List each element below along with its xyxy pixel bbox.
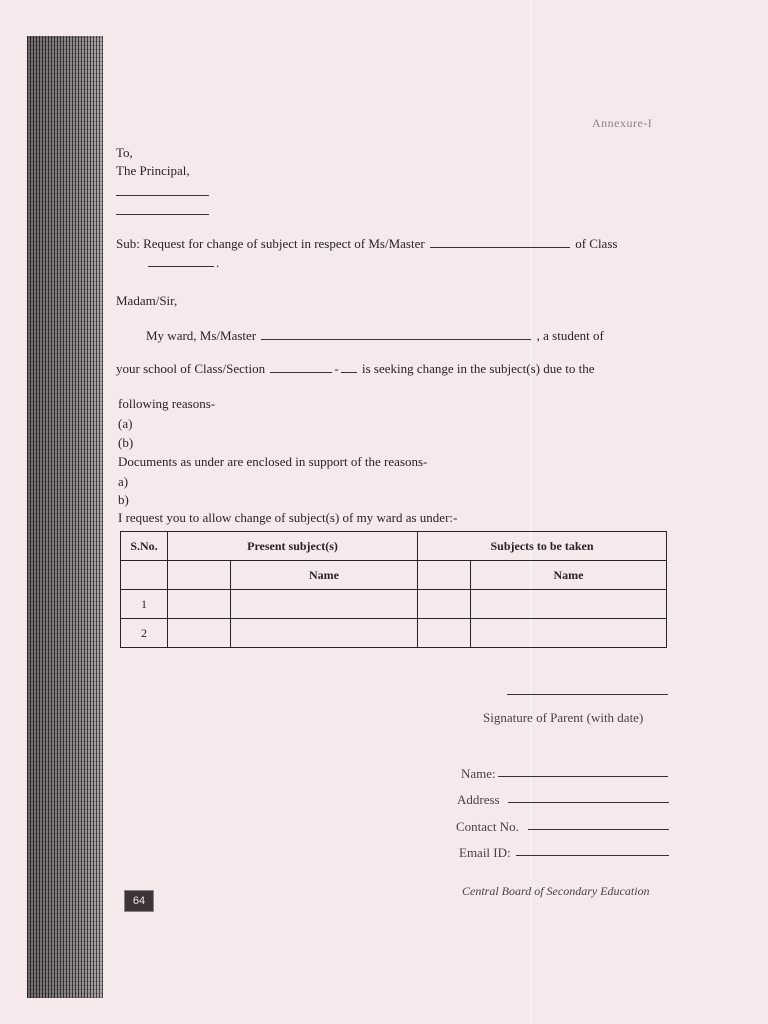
- subheader-present-code: [168, 561, 231, 590]
- body-line1-suffix: , a student of: [536, 328, 604, 343]
- student-name-blank[interactable]: [430, 246, 570, 248]
- table-row: [121, 619, 667, 648]
- address-line-2[interactable]: [116, 214, 209, 215]
- subject-suffix: of Class: [575, 236, 618, 251]
- subject-change-table: [120, 531, 667, 648]
- address-field[interactable]: [508, 802, 669, 803]
- dash: -: [334, 361, 339, 376]
- page-number-badge: 64: [124, 890, 154, 912]
- row-number: 1: [121, 590, 168, 619]
- address-line-1[interactable]: [116, 195, 209, 196]
- email-field[interactable]: [516, 855, 669, 856]
- class-blank[interactable]: [148, 265, 214, 267]
- reason-b: (b): [118, 435, 134, 450]
- reasons-heading: following reasons-: [118, 396, 216, 411]
- header-subjects-to-be-taken: Subjects to be taken: [418, 532, 667, 561]
- signature-label: Signature of Parent (with date): [483, 710, 644, 725]
- body-line-1: [146, 328, 664, 344]
- reason-a: (a): [118, 416, 133, 431]
- class-section-blank[interactable]: [270, 371, 332, 373]
- email-label: Email ID:: [459, 845, 511, 860]
- table-row: [121, 590, 667, 619]
- address-label: Address: [457, 792, 500, 807]
- present-name-cell[interactable]: [231, 590, 418, 619]
- header-present-subjects: Present subject(s): [168, 532, 418, 561]
- section-blank[interactable]: [341, 371, 357, 373]
- signature-line[interactable]: [507, 694, 668, 695]
- organization-footer: Central Board of Secondary Education: [462, 884, 650, 898]
- name-label: Name:: [461, 766, 496, 781]
- new-name-cell[interactable]: [471, 590, 667, 619]
- new-code-cell[interactable]: [418, 619, 471, 648]
- contact-label: Contact No.: [456, 819, 519, 834]
- scan-edge-artifact: [27, 36, 103, 998]
- body-line2-suffix: is seeking change in the subject(s) due to the: [361, 361, 595, 376]
- new-name-cell[interactable]: [471, 619, 667, 648]
- annexure-label: Annexure-I: [592, 116, 653, 130]
- ward-name-blank[interactable]: [261, 338, 531, 340]
- name-field[interactable]: [498, 776, 668, 777]
- subheader-new-name: Name: [471, 561, 667, 590]
- salutation: Madam/Sir,: [116, 293, 178, 308]
- principal-label: The Principal,: [116, 163, 190, 178]
- documents-heading: Documents as under are enclosed in support of the reasons-: [118, 454, 428, 469]
- new-code-cell[interactable]: [418, 590, 471, 619]
- row-number: 2: [121, 619, 168, 648]
- subheader-new-code: [418, 561, 471, 590]
- present-code-cell[interactable]: [168, 619, 231, 648]
- header-sno: S.No.: [121, 532, 168, 561]
- document-a: a): [118, 474, 129, 489]
- document-b: b): [118, 492, 129, 507]
- subject-line: [116, 236, 617, 252]
- body-line-2: [116, 361, 594, 377]
- request-line: I request you to allow change of subject(s) of my ward as under:-: [118, 510, 458, 525]
- present-code-cell[interactable]: [168, 590, 231, 619]
- body-line1-prefix: My ward, Ms/Master: [146, 328, 257, 343]
- class-line: [146, 255, 219, 271]
- subheader-present-name: Name: [231, 561, 418, 590]
- subheader-blank: [121, 561, 168, 590]
- contact-field[interactable]: [528, 829, 669, 830]
- present-name-cell[interactable]: [231, 619, 418, 648]
- period: .: [216, 255, 220, 270]
- paper-fold-line: [530, 0, 531, 1024]
- body-line2-prefix: your school of Class/Section: [116, 361, 266, 376]
- to-label: To,: [116, 145, 133, 160]
- subject-prefix: Sub: Request for change of subject in respect of Ms/Master: [116, 236, 425, 251]
